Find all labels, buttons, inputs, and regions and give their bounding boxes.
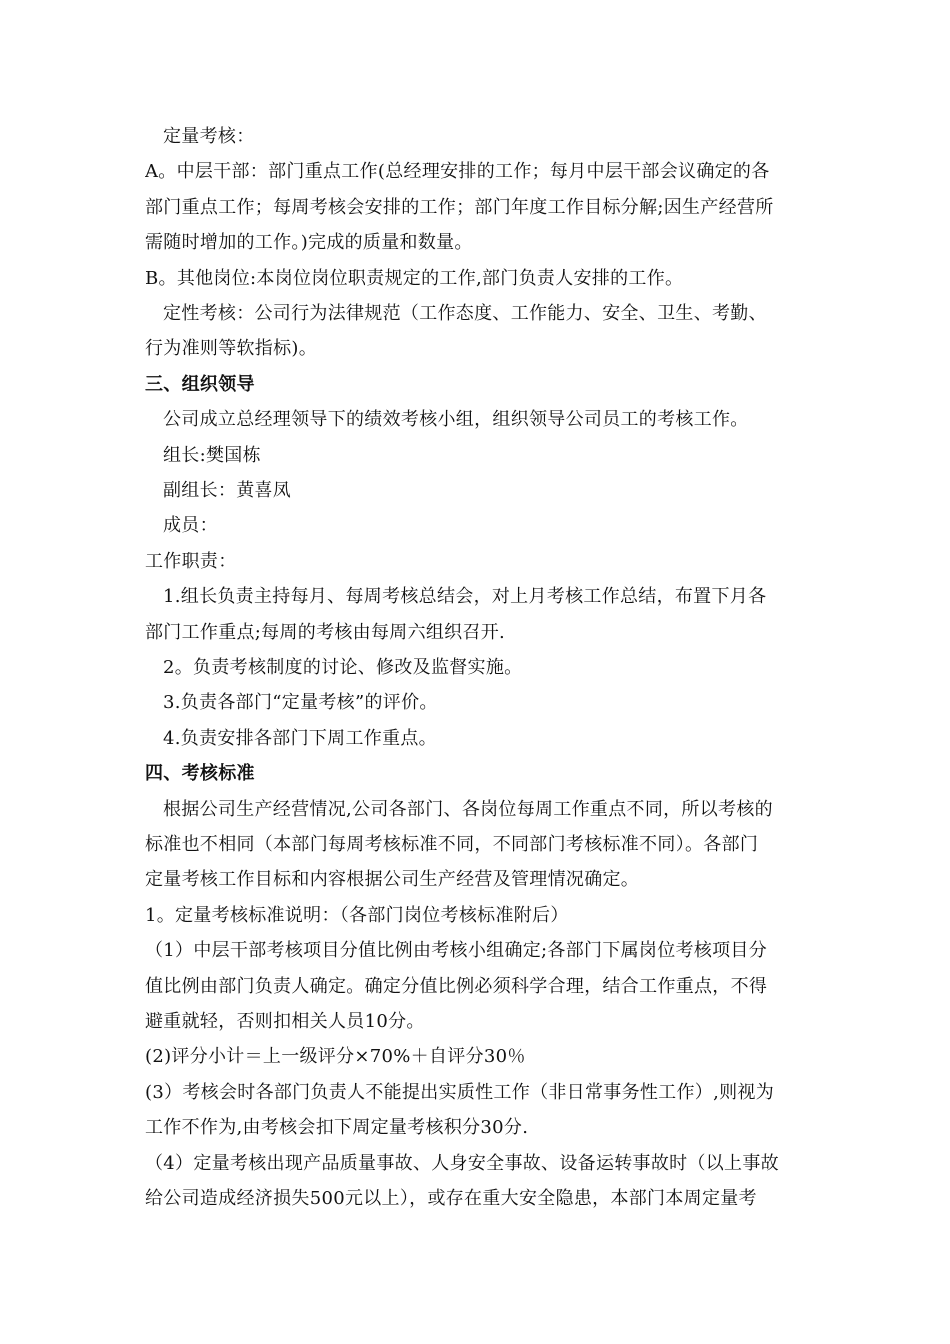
text-line: 部门重点工作；每周考核会安排的工作；部门年度工作目标分解;因生产经营所 [145,197,774,218]
text-line: 工作不作为,由考核会扣下周定量考核积分30分. [145,1117,529,1138]
text-line: 2。负责考核制度的讨论、修改及监督实施。 [163,657,523,678]
text-line: 公司成立总经理领导下的绩效考核小组，组织领导公司员工的考核工作。 [163,409,749,430]
text-line: 定量考核工作目标和内容根据公司生产经营及管理情况确定。 [145,869,640,890]
text-line: 1。定量考核标准说明：（各部门岗位考核标准附后） [145,905,569,926]
text-line: B。其他岗位:本岗位岗位职责规定的工作,部门负责人安排的工作。 [145,268,684,289]
text-line: (3）考核会时各部门负责人不能提出实质性工作（非日常事务性工作）,则视为 [145,1082,774,1103]
text-line: 行为准则等软指标)。 [145,338,318,359]
text-line: 成员： [163,515,218,536]
text-line: 给公司造成经济损失500元以上），或存在重大安全隐患，本部门本周定量考 [145,1188,757,1209]
text-line: 3.负责各部门“定量考核”的评价。 [163,692,438,713]
text-line: 标准也不相同（本部门每周考核标准不同，不同部门考核标准不同）。各部门 [145,834,759,855]
text-line: 部门工作重点;每周的考核由每周六组织召开. [145,622,506,643]
text-line: 工作职责： [145,551,237,572]
text-line: 根据公司生产经营情况,公司各部门、各岗位每周工作重点不同，所以考核的 [163,799,773,820]
text-line: 避重就轻，否则扣相关人员10分。 [145,1011,425,1032]
text-line: 4.负责安排各部门下周工作重点。 [163,728,437,749]
text-line: 定性考核：公司行为法律规范（工作态度、工作能力、安全、卫生、考勤、 [163,303,767,324]
text-line: (2)评分小计＝上一级评分×70%＋自评分30％ [145,1046,526,1067]
section-heading: 四、考核标准 [145,763,255,784]
text-line: A。中层干部：部门重点工作(总经理安排的工作；每月中层干部会议确定的各 [145,161,770,182]
text-line: （4）定量考核出现产品质量事故、人身安全事故、设备运转事故时（以上事故 [145,1153,779,1174]
section-heading: 三、组织领导 [145,374,255,395]
text-line: （1）中层干部考核项目分值比例由考核小组确定;各部门下属岗位考核项目分 [145,940,768,961]
text-line: 定量考核： [163,126,255,147]
text-line: 副组长：黄喜凤 [163,480,292,501]
text-line: 1.组长负责主持每月、每周考核总结会，对上月考核工作总结，布置下月各 [163,586,767,607]
text-line: 值比例由部门负责人确定。确定分值比例必须科学合理，结合工作重点，不得 [145,976,768,997]
text-line: 需随时增加的工作。)完成的质量和数量。 [145,232,473,253]
text-line: 组长:樊国栋 [163,445,261,466]
